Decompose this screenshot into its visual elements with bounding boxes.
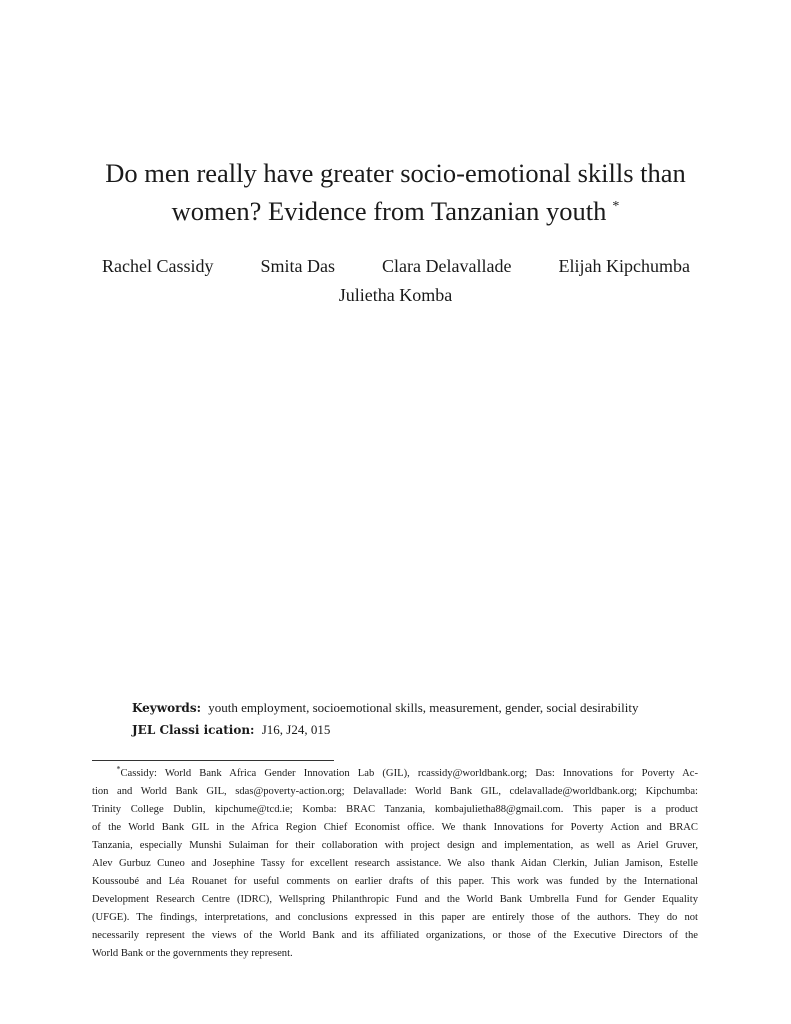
footnote-line: Alev Gurbuz Cuneo and Josephine Tassy for excellent research assistance. We also thank Aidan Clerkin, Julian Jamison, Estelle [92,858,698,869]
footnote-line [92,765,698,783]
footnote-line: Trinity College Dublin, kipchume@tcd.ie; Komba: BRAC Tanzania, kombajulietha88@gmail.com. This paper is a product [92,804,698,815]
title-footnote-marker: * [612,199,620,215]
author-name: Julietha Komba [338,285,453,305]
keywords-label: Keywords: [132,701,202,715]
footnote-line: of the World Bank GIL in the Africa Region Chief Economist office. We thank Innovations for Poverty Action and BRAC [92,822,698,833]
footnote-rule [92,760,334,761]
jel-label: JEL Classi ication: [132,723,255,737]
footnote-line: World Bank or the governments they represent. [92,948,293,959]
footnote-line: necessarily represent the views of the World Bank and its affiliated organizations, or those of the Executive Directors of the [92,930,698,941]
title-line-1: Do men really have greater socio-emotional skills than [105,158,686,188]
author-name: Rachel Cassidy [102,256,214,276]
keywords-line [132,699,732,717]
title-footnote [92,765,698,963]
author-name: Clara Delavallade [382,256,512,276]
keywords-value: youth employment, socioemotional skills, measurement, gender, social desirability [208,700,639,715]
paper-title [60,154,731,230]
author-name: Smita Das [260,256,336,276]
title-line-2-text: women? Evidence from Tanzanian youth [171,196,607,226]
author-name: Elijah Kipchumba [558,256,690,276]
author-list-row-2 [60,283,731,307]
footnote-line: Development Research Centre (IDRC), Wellspring Philanthropic Fund and the World Bank Umbrella Fund for Gender Equality [92,894,698,905]
jel-classification-line [132,721,732,739]
footnote-line: (UFGE). The findings, interpretations, and conclusions expressed in this paper are entirely those of the authors. They do not [92,912,698,923]
footnote-line: tion and World Bank GIL, sdas@poverty-action.org; Delavallade: World Bank GIL, cdelavallade@worldbank.org; Kipchumba: [92,786,698,797]
footnote-line: Tanzania, especially Munshi Sulaiman for their collaboration with project design and implementation, as well as Ariel Gruver, [92,840,698,851]
jel-value: J16, J24, 015 [261,722,331,737]
footnote-line-text: Cassidy: World Bank Africa Gender Innovation Lab (GIL), rcassidy@worldbank.org; Das: Innovations for Poverty Ac- [120,768,698,779]
footnote-marker: * [116,764,121,774]
author-list-row-1 [102,254,690,278]
footnote-line: Koussoubé and Léa Rouanet for useful comments on earlier drafts of this paper. This work was funded by the International [92,876,698,887]
title-line-2 [60,192,731,230]
